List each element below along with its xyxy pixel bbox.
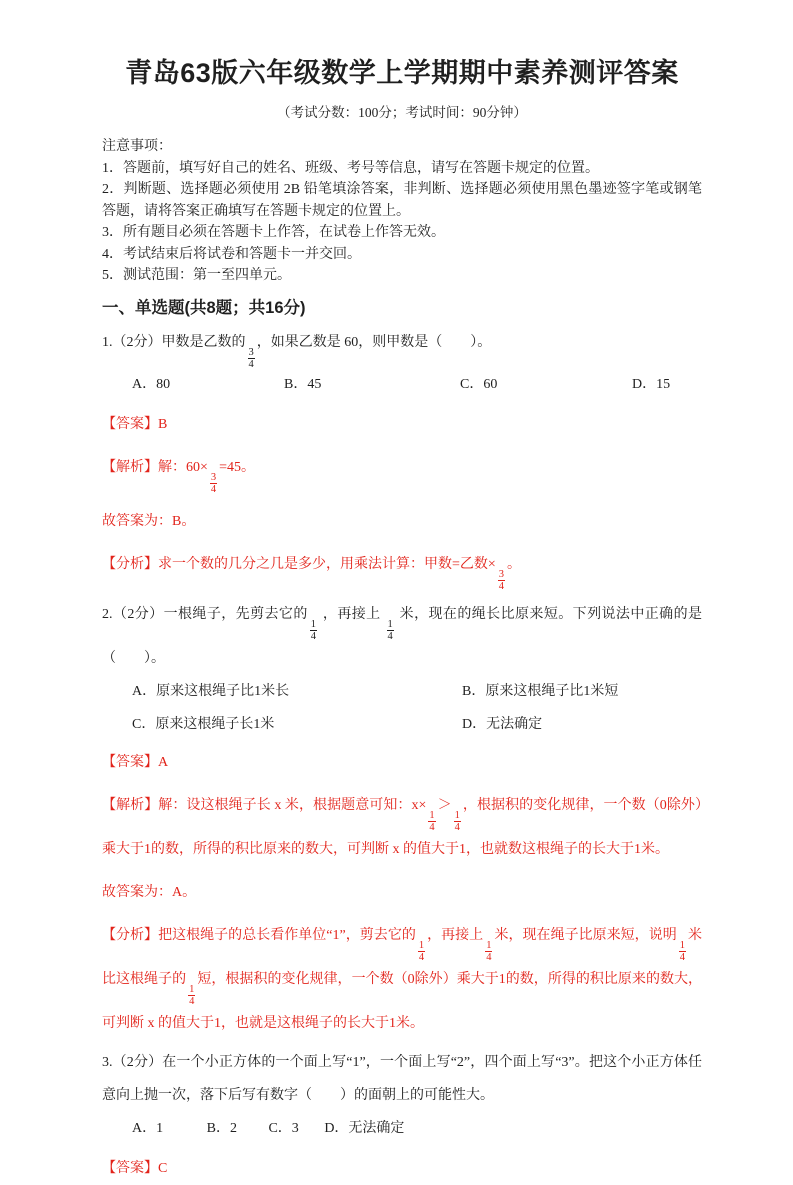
note-item: 2．判断题、选择题必须使用 2B 铅笔填涂答案，非判断、选择题必须使用黑色墨迹签字笔或钢笔答题，请将答案正确填写在答题卡规定的位置上。 (102, 182, 702, 219)
fraction: $\frac{1}{4}$ (429, 809, 435, 833)
option-c: C．3 (268, 1120, 299, 1136)
option-d: D．无法确定 (324, 1120, 405, 1136)
option-b: B．45 (284, 376, 322, 392)
question-2-options (102, 681, 702, 736)
option-a: A．原来这根绳子比1米长 (132, 683, 290, 699)
option-d: D．15 (632, 376, 671, 392)
question-2-answer: 【答案】A (102, 754, 169, 770)
option-b: B．2 (206, 1120, 237, 1136)
question-3-answer: 【答案】C (102, 1160, 168, 1176)
option-c: C．60 (460, 376, 498, 392)
question-1-answer: 【答案】B (102, 416, 168, 432)
question-1-options (102, 372, 702, 398)
fraction: $\frac{1}{4}$ (679, 939, 685, 963)
option-a: A．1 (132, 1120, 164, 1136)
question-1-conclusion: 故答案为：B。 (102, 513, 196, 529)
fraction: $\frac{3}{4}$ (248, 346, 254, 370)
fraction: $\frac{1}{4}$ (454, 809, 460, 833)
question-2-explanation: 【解析】解：设这根绳子长 x 米，根据题意可知：x× $\frac{1}{4}$ ＞ $\frac{1}{4}$ ，根据积的变化规律，一个数（0除外）乘大于1的数，所得的积比原来的数大，可判断 x 的值大于1，也就数这根绳子的长大于1米。 (102, 797, 702, 857)
note-item: 4．考试结束后将试卷和答题卡一并交回。 (102, 246, 361, 262)
notes-section (102, 136, 702, 287)
exam-title: 青岛63版六年级数学上学期期中素养测评答案 (125, 58, 679, 88)
note-item: 5．测试范围：第一至四单元。 (102, 268, 291, 283)
notes-heading: 注意事项： (102, 139, 172, 154)
question-3-options (102, 1116, 702, 1142)
fraction: $\frac{3}{4}$ (210, 471, 217, 495)
fraction: $\frac{1}{4}$ (310, 618, 316, 642)
question-1-explanation: 【解析】解：60× $\frac{3}{4}$ =45。 (102, 459, 256, 495)
question-3-stem: 3.（2分）在一个小正方体的一个面上写“1”，一个面上写“2”，四个面上写“3”。把这个小正方体任意向上抛一次，落下后写有数字（ ）的面朝上的可能性大。 (102, 1054, 702, 1103)
question-1-stem: 1.（2分）甲数是乙数的 $\frac{3}{4}$ ，如果乙数是 60，则甲数是（ ）。 (102, 334, 492, 370)
fraction: $\frac{1}{4}$ (486, 939, 492, 963)
section-heading: 一、单选题(共8题；共16分) (102, 298, 306, 317)
document-content (102, 50, 702, 1185)
option-a: A．80 (132, 376, 171, 392)
question-2-stem: 2.（2分）一根绳子，先剪去它的 $\frac{1}{4}$ ，再接上 $\frac{1}{4}$ 米，现在的绳长比原来短。下列说法中正确的是（ ）。 (102, 606, 702, 666)
note-item: 1．答题前，填写好自己的姓名、班级、考号等信息，请写在答题卡规定的位置。 (102, 160, 599, 176)
fraction: $\frac{1}{4}$ (418, 939, 425, 963)
option-b: B．原来这根绳子比1米短 (462, 683, 619, 699)
exam-meta: （考试分数：100分；考试时间：90分钟） (277, 105, 527, 120)
option-d: D．无法确定 (462, 716, 543, 732)
fraction: $\frac{1}{4}$ (189, 983, 195, 1007)
fraction: $\frac{3}{4}$ (498, 568, 505, 592)
note-item: 3．所有题目必须在答题卡上作答，在试卷上作答无效。 (102, 225, 445, 240)
question-2-conclusion: 故答案为：A。 (102, 884, 197, 900)
question-1-analysis: 【分析】求一个数的几分之几是多少，用乘法计算：甲数=乙数× $\frac{3}{4}$ 。 (102, 556, 522, 592)
question-2-analysis: 【分析】把这根绳子的总长看作单位“1”，剪去它的 $\frac{1}{4}$ ，再接上 $\frac{1}{4}$ 米，现在绳子比原来短，说明 $\frac{1}{4}$ 米比这根绳子的 $\frac{1}{4}$ 短，根据积的变化规律，一个数（0除外）乘大于1的数，所得的积比原来的数大，可判断 x 的值大于1，也就是这根绳子的长大于1米。 (102, 927, 703, 1031)
fraction: $\frac{1}{4}$ (387, 618, 393, 642)
option-c: C．原来这根绳子长1米 (132, 716, 275, 732)
